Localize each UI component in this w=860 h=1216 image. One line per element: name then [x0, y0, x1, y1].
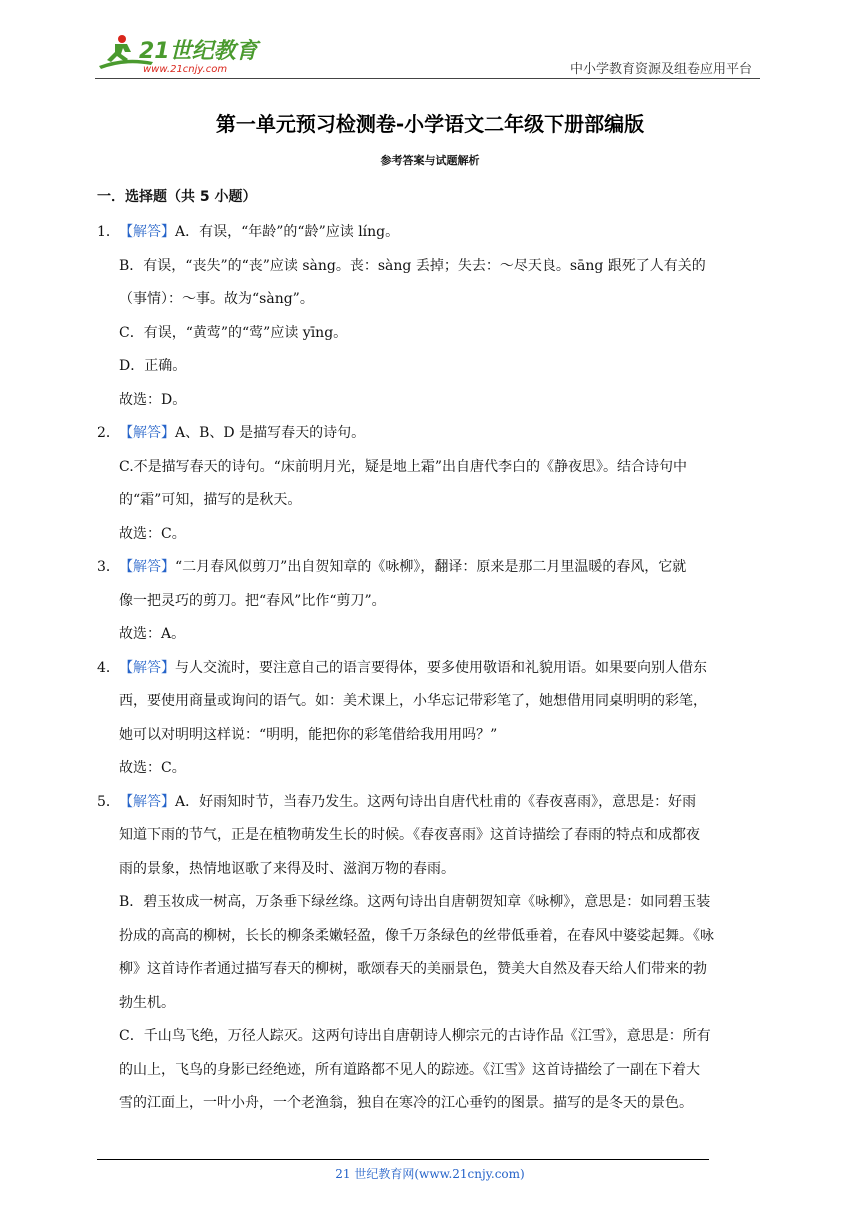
- platform-name: 中小学教育资源及组卷应用平台: [569, 62, 752, 77]
- answer-tag: 【解答】: [119, 425, 175, 441]
- q4-line-2: 西，要使用商量或询问的语气。如：美术课上，小华忘记带彩笔了，她想借用同桌明明的彩笔，: [119, 693, 707, 709]
- q5-line-10: 雪的江面上，一叶小舟，一个老渔翁，独自在寒冷的江心垂钓的图景。描写的是冬天的景色。: [119, 1095, 693, 1111]
- q4-line-4: 故选：C。: [119, 760, 186, 776]
- header-divider: [95, 78, 760, 79]
- q2-line-1: 2．【解答】A、B、D 是描写春天的诗句。: [97, 425, 366, 441]
- q5-line-6: 柳》这首诗作者通过描写春天的柳树，歌颂春天的美丽景色，赞美大自然及春天给人们带来的勃: [119, 961, 707, 977]
- q5-line-9: 的山上，飞鸟的身影已经绝迹，所有道路都不见人的踪迹。《江雪》这首诗描绘了一副在下着大: [119, 1061, 700, 1078]
- q1-line-6: 故选：D。: [119, 391, 187, 408]
- q1-line-2: B．有误，“丧失”的“丧”应读 sàng。丧：sàng 丢掉；失去：～尽天良。sāng 跟死了人有关的: [119, 257, 706, 274]
- section-heading: 一．选择题（共 5 小题）: [97, 189, 257, 205]
- page-header: [95, 32, 760, 80]
- q5-line-5: 扮成的高高的柳树，长长的柳条柔嫩轻盈，像千万条绿色的丝带低垂着，在春风中婆娑起舞。《咏: [119, 927, 714, 944]
- q5-line-8: C．千山鸟飞绝，万径人踪灭。这两句诗出自唐朝诗人柳宗元的古诗作品《江雪》，意思是：所有: [119, 1028, 711, 1044]
- q1-line-3: （事情）：～事。故为“sàng”。: [119, 291, 314, 307]
- q5-line-1: 5．【解答】A．好雨知时节，当春乃发生。这两句诗出自唐代杜甫的《春夜喜雨》，意思是：好雨: [97, 793, 697, 810]
- q1-line-5: D．正确。: [119, 358, 187, 374]
- answer-tag: 【解答】: [119, 224, 175, 240]
- q2-line-4: 故选：C。: [119, 525, 186, 542]
- q3-line-2: 像一把灵巧的剪刀。把“春风”比作“剪刀”。: [119, 592, 386, 609]
- answer-tag: 【解答】: [119, 793, 175, 810]
- q1-line-4: C．有误，“黄莺”的“莺”应读 yīng。: [119, 324, 348, 341]
- q5-line-3: 雨的景象，热情地讴歌了来得及时、滋润万物的春雨。: [119, 860, 455, 877]
- q3-line-1: 3．【解答】“二月春风似剪刀”出自贺知章的《咏柳》，翻译：原来是那二月里温暖的春风，它就: [97, 559, 687, 575]
- answer-content: [97, 216, 761, 1121]
- q4-line-1: 4．【解答】与人交流时，要注意自己的语言要得体，要多使用敬语和礼貌用语。如果要向别人借东: [97, 659, 707, 676]
- q4-line-3: 她可以对明明这样说：“明明，能把你的彩笔借给我用用吗？”: [119, 726, 498, 743]
- q5-line-2: 知道下雨的节气，正是在植物萌发生长的时候。《春夜喜雨》这首诗描绘了春雨的特点和成都夜: [119, 827, 700, 843]
- q2-line-2: C.不是描写春天的诗句。“床前明月光，疑是地上霜”出自唐代李白的《静夜思》。结合诗句中: [119, 458, 687, 475]
- svg-text:21世纪教育: 21世纪教育: [139, 39, 258, 64]
- q1-line-1: 1．【解答】A．有误，“年龄”的“龄”应读 líng。: [97, 224, 400, 240]
- q5-line-4: B．碧玉妆成一树高，万条垂下绿丝绦。这两句诗出自唐朝贺知章《咏柳》，意思是：如同碧玉装: [119, 894, 711, 910]
- q3-line-3: 故选：A。: [119, 626, 186, 642]
- 21cnjy-logo: [95, 32, 265, 76]
- svg-text:www.21cnjy.com: www.21cnjy.com: [143, 64, 228, 75]
- footer-link[interactable]: 21 世纪教育网(www.21cnjy.com): [335, 1167, 525, 1181]
- answer-tag: 【解答】: [119, 559, 175, 575]
- q5-line-7: 勃生机。: [119, 994, 175, 1011]
- answer-tag: 【解答】: [119, 659, 175, 676]
- footer-divider: [97, 1159, 709, 1160]
- page-subtitle: 参考答案与试题解析: [380, 154, 480, 167]
- q2-line-3: 的“霜”可知，描写的是秋天。: [119, 492, 302, 508]
- page-title: 第一单元预习检测卷-小学语文二年级下册部编版: [215, 112, 645, 136]
